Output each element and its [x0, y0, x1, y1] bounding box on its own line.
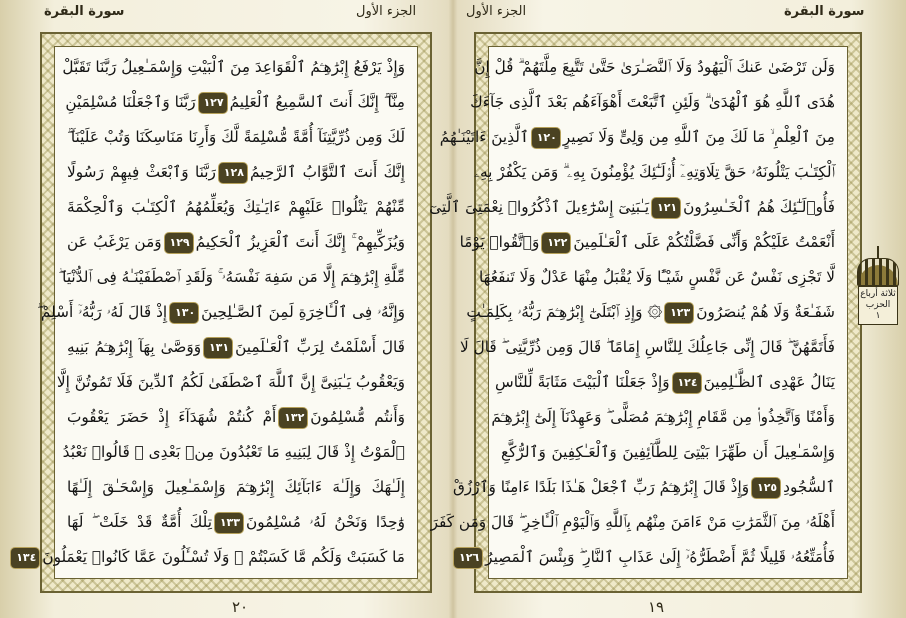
ayah-number-marker: ١٢٧ [198, 92, 228, 114]
verse-line [56, 366, 405, 399]
juz-header: الجزء الأول [466, 4, 527, 19]
verse-line [459, 226, 835, 259]
verse-line [58, 261, 405, 294]
verse-text: تِلْكَ أُمَّةٌ قَدْ خَلَتْ ۖ لَهَا [67, 513, 212, 531]
verse-text: مِّنْهُمْ يَتْلُوا۟ عَلَيْهِمْ ءَايَـٰتِكَ وَيُعَلِّمُهُمُ ٱلْكِتَـٰبَ وَٱلْحِكْمَةَ [67, 198, 405, 216]
verse-line [501, 436, 835, 469]
verse-text: وَيَعْقُوبُ يَـٰبَنِىَّ إِنَّ ٱللَّهَ ٱصْطَفَىٰ لَكُمُ ٱلدِّينَ فَلَا تَمُوتُنَّ إِلَّا [56, 373, 405, 391]
verse-text: ٱلْمَوْتُ إِذْ قَالَ لِبَنِيهِ مَا تَعْبُدُونَ مِنۢ بَعْدِى ۖ قَالُوا۟ نَعْبُدُ [62, 443, 405, 461]
text-block [429, 46, 848, 579]
verse-text: وَأَنتُم مُّسْلِمُونَ [310, 408, 405, 426]
marker-stem [877, 246, 879, 258]
verse-text: وَإِذْ قَالَ إِبْرَٰهِـۧمُ رَبِّ ٱجْعَلْ هَـٰذَا بَلَدًا ءَامِنًا وَٱرْزُقْ [452, 478, 750, 496]
verse-text: لَّا تَجْزِى نَفْسٌ عَن نَّفْسٍ شَيْـًٔا وَلَا يُقْبَلُ مِنْهَا عَدْلٌ وَلَا تَنفَعُهَا [478, 268, 835, 286]
hizb-word: الحزب [865, 300, 891, 310]
verse-text: وَٰحِدًا وَنَحْنُ لَهُۥ مُسْلِمُونَ [246, 513, 406, 531]
ayah-number-marker: ١٢٥ [751, 477, 781, 499]
verse-text: ٱلَّذِينَ ءَاتَيْنَـٰهُمُ [439, 128, 529, 146]
page-right [429, 0, 906, 618]
page-left [0, 0, 452, 618]
verse-line [478, 261, 835, 294]
verse-line [37, 296, 405, 329]
verse-text: أَمْ كُنتُمْ شُهَدَآءَ إِذْ حَضَرَ يَعْقُوبَ [67, 408, 277, 426]
verse-text: ٱلسُّجُودِ [783, 478, 835, 496]
verse-line [67, 506, 405, 539]
page-number: ١٩ [648, 598, 665, 616]
verse-text: وَٱتَّقُوا۟ يَوْمًا [459, 233, 540, 251]
ayah-number-marker: ١٢٩ [164, 232, 194, 254]
verse-line [460, 331, 835, 364]
verse-text: أَهْلَهُۥ مِنَ ٱلثَّمَرَٰتِ مَنْ ءَامَنَ مِنْهُم بِٱللَّهِ وَٱلْيَوْمِ ٱلْـَٔاخِرِ ۖ قَالَ وَمَن كَفَرَ [430, 513, 835, 531]
verse-line [470, 86, 835, 119]
page-frame [16, 32, 432, 593]
ayah-number-marker: ١٣٤ [10, 547, 40, 569]
hizb-label-box [858, 286, 898, 325]
surah-header: سورة البقرة [784, 4, 865, 19]
text-block [16, 46, 418, 579]
ayah-number-marker: ١٢١ [651, 197, 681, 219]
verse-line [62, 51, 405, 84]
hizb-quarter-text: ثلاثة أرباع [860, 289, 896, 299]
verse-line [430, 506, 835, 539]
ayah-number-marker: ١٣٠ [169, 302, 199, 324]
verse-text: فَأُمَتِّعُهُۥ قَلِيلًا ثُمَّ أَضْطَرُّهُۥٓ إِلَىٰ عَذَابِ ٱلنَّارِ ۖ وَبِئْسَ ٱلْمَصِيرُ [485, 548, 835, 566]
verse-line [474, 51, 835, 84]
verse-line [474, 156, 835, 189]
verse-text: رَبَّنَا وَٱجْعَلْنَا مُسْلِمَيْنِ [65, 93, 196, 111]
surah-header: سورة البقرة [44, 4, 125, 19]
verse-line [67, 401, 405, 434]
verse-line [491, 401, 835, 434]
verse-text: مِّلَّةِ إِبْرَٰهِـۧمَ إِلَّا مَن سَفِهَ نَفْسَهُۥ ۚ وَلَقَدِ ٱصْطَفَيْنَـٰهُ فِى ٱلدُّنْيَا ۖ [58, 268, 405, 286]
verse-text: لَكَ وَمِن ذُرِّيَّتِنَآ أُمَّةً مُّسْلِمَةً لَّكَ وَأَرِنَا مَنَاسِكَنَا وَتُبْ عَلَيْنَآ ۖ [67, 128, 405, 146]
verse-line [459, 541, 835, 574]
verse-text: مَا كَسَبَتْ وَلَكُم مَّا كَسَبْتُمْ ۖ وَلَا تُسْـَٔلُونَ عَمَّا كَانُوا۟ يَعْمَلُونَ [42, 548, 405, 566]
verse-text: ٱلْكِتَـٰبَ يَتْلُونَهُۥ حَقَّ تِلَاوَتِهِۦٓ أُو۟لَـٰٓئِكَ يُؤْمِنُونَ بِهِۦ ۗ وَمَن يَكْفُرْ بِهِۦ [474, 163, 835, 181]
verse-line [67, 191, 405, 224]
ayah-number-marker: ١٢٢ [541, 232, 571, 254]
page-frame [429, 32, 862, 593]
ayah-number-marker: ١٣٢ [278, 407, 308, 429]
verse-text: وَيُزَكِّيهِمْ ۚ إِنَّكَ أَنتَ ٱلْعَزِيزُ ٱلْحَكِيمُ [195, 233, 405, 251]
verse-line [495, 366, 835, 399]
ayah-number-marker: ١٢٤ [672, 372, 702, 394]
verse-line [67, 331, 405, 364]
verse-text: ۞ وَإِذِ ٱبْتَلَىٰٓ إِبْرَٰهِـۧمَ رَبُّهُۥ بِكَلِمَـٰتٍ [466, 303, 663, 321]
verse-text: هُدَى ٱللَّهِ هُوَ ٱلْهُدَىٰ ۗ وَلَئِنِ ٱتَّبَعْتَ أَهْوَآءَهُم بَعْدَ ٱلَّذِى جَآءَكَ [470, 93, 835, 111]
verse-text: يَنَالُ عَهْدِى ٱلظَّـٰلِمِينَ [703, 373, 835, 391]
verse-line [67, 121, 405, 154]
hizb-number: ١ [875, 311, 881, 321]
verse-text: إِنَّكَ أَنتَ ٱلتَّوَّابُ ٱلرَّحِيمُ [249, 163, 405, 181]
verse-line [67, 86, 405, 119]
verse-text: فَأَتَمَّهُنَّ ۖ قَالَ إِنِّى جَاعِلُكَ لِلنَّاسِ إِمَامًا ۖ قَالَ وَمِن ذُرِّيَّتِى ۖ قَالَ لَا [460, 338, 835, 356]
ayah-number-marker: ١٢٣ [664, 302, 694, 324]
juz-header: الجزء الأول [356, 4, 417, 19]
verse-text: شَفَـٰعَةٌ وَلَا هُمْ يُنصَرُونَ [696, 303, 835, 321]
verse-text: يَـٰبَنِىٓ إِسْرَٰٓءِيلَ ٱذْكُرُوا۟ نِعْمَتِىَ ٱلَّتِىٓ [429, 198, 650, 216]
page-number: ٢٠ [232, 598, 249, 616]
verse-line [67, 156, 405, 189]
verse-line [16, 541, 405, 574]
verse-text: فَأُو۟لَـٰٓئِكَ هُمُ ٱلْخَـٰسِرُونَ [683, 198, 835, 216]
verse-text: وَإِذْ جَعَلْنَا ٱلْبَيْتَ مَثَابَةً لِّلنَّاسِ [495, 373, 670, 391]
verse-line [452, 471, 835, 504]
ayah-number-marker: ١٣١ [203, 337, 233, 359]
verse-line [466, 296, 835, 329]
hizb-marker [856, 246, 900, 325]
verse-text: قَالَ أَسْلَمْتُ لِرَبِّ ٱلْعَـٰلَمِينَ [235, 338, 405, 356]
verse-text: مِنَ ٱلْعِلْمِ ۙ مَا لَكَ مِنَ ٱللَّهِ مِن وَلِىٍّ وَلَا نَصِيرٍ [562, 128, 835, 146]
verse-line [67, 471, 405, 504]
verse-line [429, 191, 835, 224]
verse-text: وَلَن تَرْضَىٰ عَنكَ ٱلْيَهُودُ وَلَا ٱلنَّصَـٰرَىٰ حَتَّىٰ تَتَّبِعَ مِلَّتَهُمْ ۗ قُلْ إِنَّ [474, 58, 835, 76]
verse-text: وَإِذْ يَرْفَعُ إِبْرَٰهِـۧمُ ٱلْقَوَاعِدَ مِنَ ٱلْبَيْتِ وَإِسْمَـٰعِيلُ رَبَّنَا تَقَبَّلْ [62, 58, 405, 76]
verse-text: وَإِنَّهُۥ فِى ٱلْـَٔاخِرَةِ لَمِنَ ٱلصَّـٰلِحِينَ [201, 303, 405, 321]
ornamental-crown-icon [857, 258, 899, 286]
verse-text: وَوَصَّىٰ بِهَآ إِبْرَٰهِـۧمُ بَنِيهِ [67, 338, 202, 356]
ayah-number-marker: ١٢٠ [531, 127, 561, 149]
verse-text: إِلَـٰهَكَ وَإِلَـٰهَ ءَابَآئِكَ إِبْرَٰهِـۧمَ وَإِسْمَـٰعِيلَ وَإِسْحَـٰقَ إِلَـٰهًا [67, 478, 405, 496]
ayah-number-marker: ١٢٨ [218, 162, 248, 184]
verse-text: وَإِسْمَـٰعِيلَ أَن طَهِّرَا بَيْتِىَ لِلطَّآئِفِينَ وَٱلْعَـٰكِفِينَ وَٱلرُّكَّعِ [501, 443, 835, 461]
verse-line [62, 436, 405, 469]
verse-text: أَنْعَمْتُ عَلَيْكُمْ وَأَنِّى فَضَّلْتُكُمْ عَلَى ٱلْعَـٰلَمِينَ [573, 233, 835, 251]
verse-text: إِذْ قَالَ لَهُۥ رَبُّهُۥٓ أَسْلِمْ ۖ [37, 303, 168, 321]
verse-line [67, 226, 405, 259]
verse-text: رَبَّنَا وَٱبْعَثْ فِيهِمْ رَسُولًا [67, 163, 216, 181]
verse-text: وَأَمْنًا وَٱتَّخِذُوا۟ مِن مَّقَامِ إِبْرَٰهِـۧمَ مُصَلًّى ۖ وَعَهِدْنَآ إِلَىٰٓ إِبْرَٰهِـۧمَ [491, 408, 835, 426]
verse-text: وَمَن يَرْغَبُ عَن [67, 233, 162, 251]
ayah-number-marker: ١٣٣ [214, 512, 244, 534]
verse-line [439, 121, 835, 154]
verse-text: مِنَّآ ۖ إِنَّكَ أَنتَ ٱلسَّمِيعُ ٱلْعَلِيمُ [229, 93, 405, 111]
ayah-number-marker: ١٢٦ [453, 547, 483, 569]
